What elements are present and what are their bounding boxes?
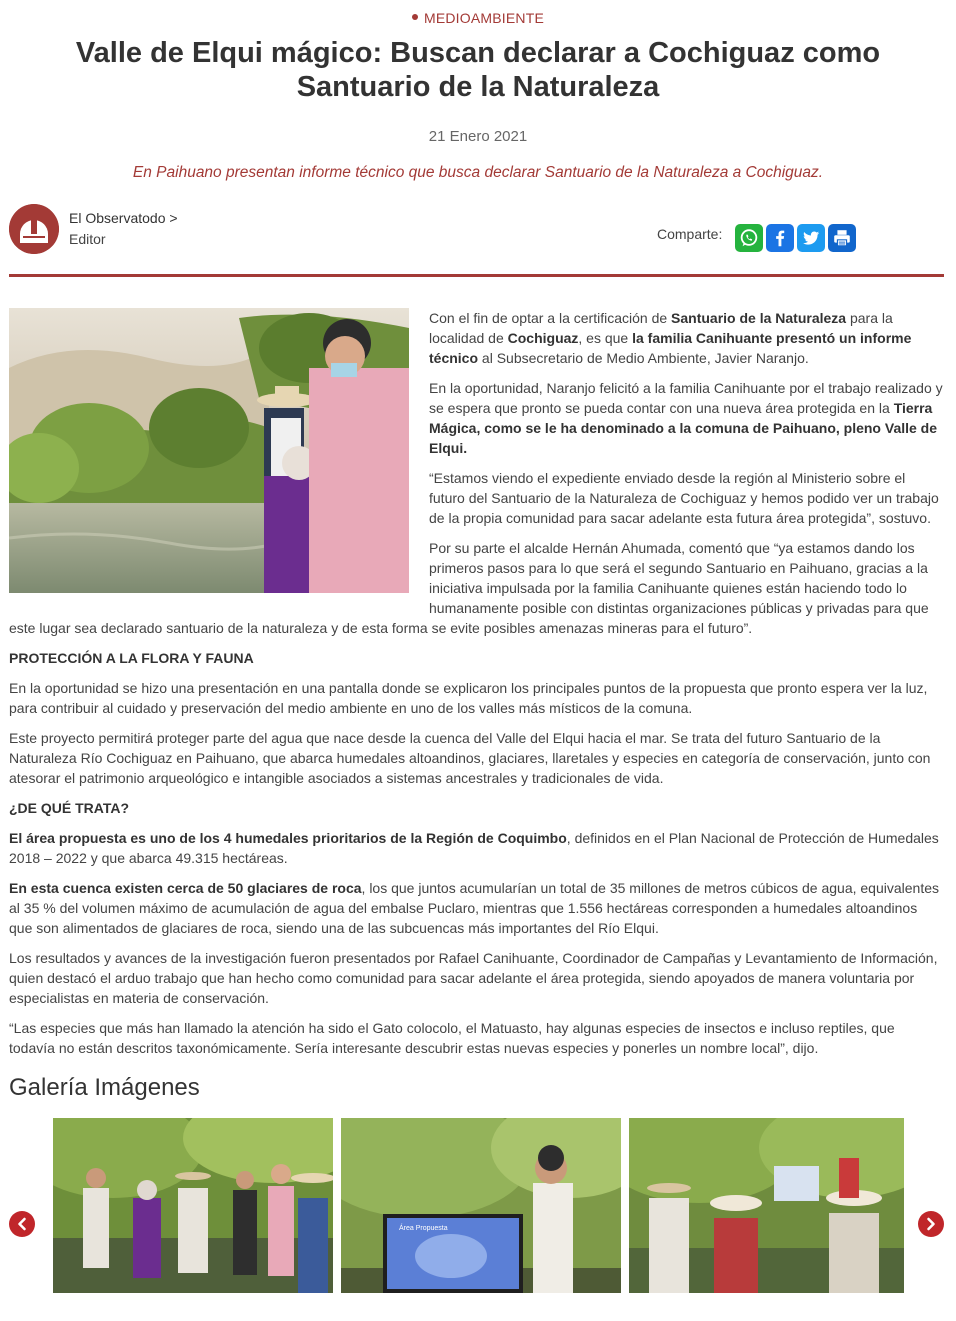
paragraph-7: El área propuesta es uno de los 4 humedales prioritarios de la Región de Coquimbo, definidos en el Plan Nacional de Protección de Humedales 2018 – 2022 y que abarca 49.315 hectáreas. [9,830,939,866]
whatsapp-icon[interactable] [735,224,763,252]
bullet-icon [412,14,418,20]
section-heading-flora: PROTECCIÓN A LA FLORA Y FAUNA [9,650,254,666]
gallery-image-2[interactable] [341,1118,621,1293]
author-block [9,204,178,254]
paragraph-4: Por su parte el alcalde Hernán Ahumada, comentó que “ya estamos dando los primeros pasos para lo que será el segundo Santuario en Paihuano, gracias a la iniciativa impulsada por la familia Canihuante quienes están haciendo todo lo humanamente posible con distintas organizaciones públicas y privadas para que este lugar sea declarado santuario de la naturaleza y de esta forma se evite posibles amenazas mineras para el futuro”. [9,540,929,636]
share-label: Comparte: [657,226,723,242]
paragraph-1: Con el fin de optar a la certificación de Santuario de la Naturaleza para la localidad de Cochiguaz, es que la familia Canihuante presentó un informe técnico al Subsecretario de Medio Ambiente, Javier Naranjo. [429,310,912,366]
gallery-title: Galería Imágenes [9,1074,200,1101]
publish-date: 21 Enero 2021 [428,128,528,145]
page-title: Valle de Elqui mágico: Buscan declarar a Cochiguaz como Santuario de la Naturaleza [75,37,881,103]
article-subtitle: En Paihuano presentan informe técnico que busca declarar Santuario de la Naturaleza a Cochiguaz. [132,164,824,181]
author-name-link[interactable]: El Observatodo > [69,210,178,226]
author-role: Editor [69,231,106,247]
paragraph-5: En la oportunidad se hizo una presentación en una pantalla donde se explicaron los principales puntos de la propuesta que pronto espera ver la luz, para contribuir al cuidado y preservación del medio ambiente en uno de los valles más místicos de la comuna. [9,680,928,716]
paragraph-10: “Las especies que más han llamado la atención ha sido el Gato colocolo, el Matuasto, hay algunas especies de insectos e incluso reptiles, que todavía no están descritos taxonómicamente. Sería interesante descubrir estas nuevas especies y ponerles un nombre local”, dijo. [9,1020,895,1056]
observatory-logo-icon[interactable] [9,204,59,254]
paragraph-9: Los resultados y avances de la investigación fueron presentados por Rafael Canihuante, Coordinador de Campañas y Levantamiento de Información, quien destacó el arduo trabajo que han hecho como comunidad para sacar adelante el área protegida, siendo apoyados de manera voluntaria por especialistas en materia de conservación. [9,950,938,1006]
paragraph-3: “Estamos viendo el expediente enviado desde la región al Ministerio sobre el futuro del Santuario de la Naturaleza de Cochiguaz y hemos podido ver un trabajo de la propia comunidad para sacar adelante esta futura área protegida”, sostuvo. [429,470,939,526]
chevron-right-icon[interactable] [918,1211,944,1237]
section-heading-que-trata: ¿DE QUÉ TRATA? [9,800,130,816]
article-body [9,308,944,1068]
share-bar [657,224,856,252]
category-label[interactable] [0,10,956,26]
header-divider [9,274,944,277]
paragraph-8: En esta cuenca existen cerca de 50 glaciares de roca, los que juntos acumularían un total de 35 millones de metros cúbicos de agua, equivalentes al 35 % del volumen máximo de acumulación de agua del embalse Puclaro, mientras que 1.556 hectáreas corresponden a humedales altoandinos que son alimentados de glaciares de roca, siendo una de las subcuencas más importantes del Río Elqui. [9,880,940,936]
twitter-icon[interactable] [797,224,825,252]
gallery-image-1[interactable] [53,1118,333,1293]
category-text: MEDIOAMBIENTE [423,10,545,26]
screen-label: Área Propuesta [399,1225,448,1232]
chevron-left-icon[interactable] [9,1211,35,1237]
facebook-icon[interactable] [766,224,794,252]
paragraph-2: En la oportunidad, Naranjo felicitó a la familia Canihuante por el trabajo realizado y se espera que pronto se pueda contar con una nueva área protegida en la Tierra Mágica, como se le ha denominado a la comuna de Paihuano, pleno Valle de Elqui. [429,380,943,456]
print-icon[interactable] [828,224,856,252]
paragraph-6: Este proyecto permitirá proteger parte del agua que nace desde la cuenca del Valle del Elqui hacia el mar. Se trata del futuro Santuario de la Naturaleza Río Cochiguaz en Paihuano, que abarca humedales altoandinos, glaciares, llaretales y especies en categoría de conservación, junto con atesorar el patrimonio arqueológico e intangible asociados a sistemas ancestrales y tradicionales de vida. [9,730,931,786]
gallery-image-3[interactable] [629,1118,904,1293]
